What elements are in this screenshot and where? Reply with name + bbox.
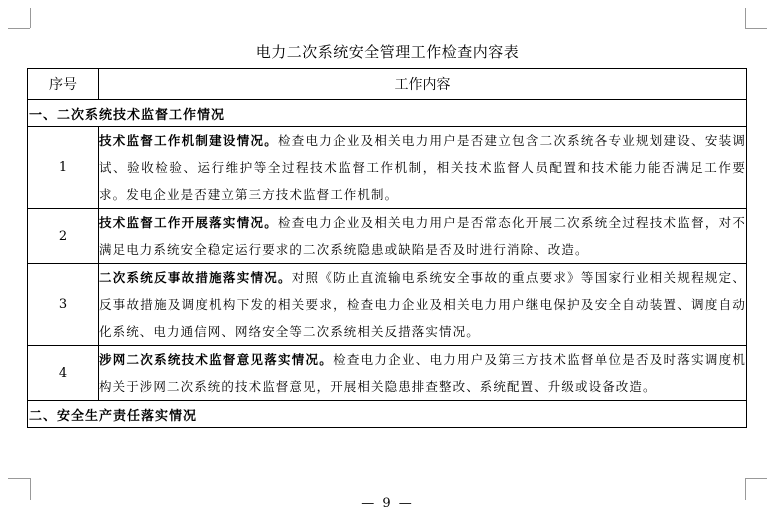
row-content bbox=[99, 346, 747, 401]
row-content bbox=[99, 209, 747, 264]
row-index: 4 bbox=[28, 346, 99, 401]
row-heading: 涉网二次系统技术监督意见落实情况。 bbox=[99, 352, 334, 367]
header-index: 序号 bbox=[28, 69, 99, 100]
row-heading: 技术监督工作开展落实情况。 bbox=[99, 215, 278, 230]
crop-mark-top-left-v bbox=[30, 8, 31, 28]
inspection-table bbox=[27, 68, 747, 428]
row-index: 3 bbox=[28, 264, 99, 346]
row-text: 检查电力企业、电力用户及第三方技术监督单位是否及时落实调度机构关于涉网二次系统的技术监督意见，开展相关隐患排查整改、系统配置、升级或设备改造。 bbox=[99, 352, 746, 394]
crop-mark-bottom-left-h bbox=[8, 478, 30, 479]
page-number: — 9 — bbox=[361, 496, 414, 511]
header-content: 工作内容 bbox=[99, 69, 747, 100]
table-row bbox=[28, 209, 747, 264]
section-row-2 bbox=[28, 401, 747, 428]
table-row bbox=[28, 264, 747, 346]
row-index: 2 bbox=[28, 209, 99, 264]
row-heading: 二次系统反事故措施落实情况。 bbox=[99, 270, 292, 285]
table-header-row bbox=[28, 69, 747, 100]
section-row-1 bbox=[28, 100, 747, 127]
row-content bbox=[99, 264, 747, 346]
crop-mark-top-right-v bbox=[745, 8, 746, 28]
table-row bbox=[28, 346, 747, 401]
crop-mark-top-right-h bbox=[745, 28, 767, 29]
section-title-1: 一、二次系统技术监督工作情况 bbox=[28, 100, 747, 127]
crop-mark-top-left-h bbox=[8, 28, 30, 29]
row-heading: 技术监督工作机制建设情况。 bbox=[99, 133, 278, 148]
section-title-2: 二、安全生产责任落实情况 bbox=[28, 401, 747, 428]
crop-mark-bottom-right-h bbox=[745, 478, 767, 479]
document-title: 电力二次系统安全管理工作检查内容表 bbox=[255, 43, 520, 61]
row-text: 检查电力企业及相关电力用户是否常态化开展二次系统全过程技术监督，对不满足电力系统安全稳定运行要求的二次系统隐患或缺陷是否及时进行消除、改造。 bbox=[99, 215, 746, 257]
table-row bbox=[28, 127, 747, 209]
row-text: 检查电力企业及相关电力用户是否建立包含二次系统各专业规划建设、安装调试、验收检验、运行维护等全过程技术监督工作机制，相关技术监督人员配置和技术能力能否满足工作要求。发电企业是否建立第三方技术监督工作机制。 bbox=[99, 133, 746, 202]
row-text: 对照《防止直流输电系统安全事故的重点要求》等国家行业相关规程规定、反事故措施及调度机构下发的相关要求，检查电力企业及相关电力用户继电保护及安全自动装置、调度自动化系统、电力通信网、网络安全等二次系统相关反措落实情况。 bbox=[99, 270, 746, 339]
row-content bbox=[99, 127, 747, 209]
row-index: 1 bbox=[28, 127, 99, 209]
